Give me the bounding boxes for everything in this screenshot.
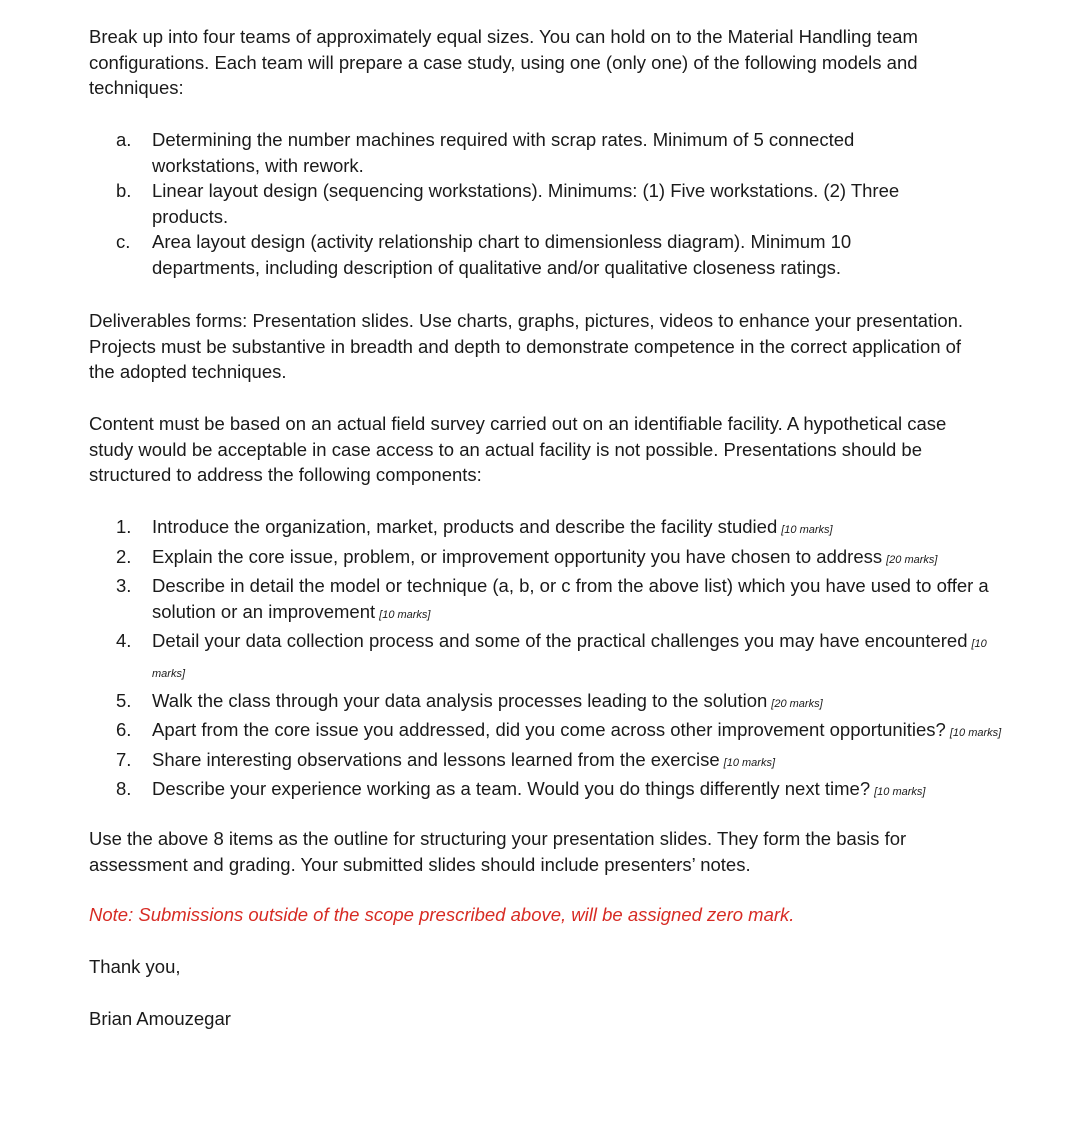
warning-note: Note: Submissions outside of the scope prescribed above, will be assigned zero mark.: [89, 904, 795, 925]
list-marker: c.: [116, 231, 131, 253]
component-text: Introduce the organization, market, products and describe the facility studied: [152, 516, 778, 537]
component-text: Apart from the core issue you addressed, did you come across other improvement opportunities?: [152, 719, 946, 741]
component-item: [0, 573, 1007, 628]
deliverables-paragraph: Deliverables forms: Presentation slides. Use charts, graphs, pictures, videos to enhance your presentation. Projects must be substantive in breadth and depth to demonstrate competence in the correct application of the adopted techniques.: [89, 310, 964, 383]
technique-text: Linear layout design (sequencing workstations). Minimums: (1) Five workstations. (2) Three products.: [152, 180, 900, 227]
technique-item: [0, 229, 912, 280]
outline-paragraph: Use the above 8 items as the outline for structuring your presentation slides. They form the basis for assessment and grading. Your submitted slides should include presenters’ notes.: [89, 828, 907, 875]
list-marker: 7.: [116, 748, 132, 770]
marks-label: [10 marks]: [949, 727, 1002, 740]
list-marker: 5.: [116, 689, 132, 711]
list-marker: 3.: [116, 575, 132, 597]
component-item: [0, 544, 1007, 574]
list-marker: b.: [116, 180, 132, 202]
component-item: [0, 717, 1007, 747]
technique-item: [0, 178, 912, 229]
intro-paragraph: Break up into four teams of approximately equal sizes. You can hold on to the Material Handling team configurations. Each team will prepare a case study, using one (only one) of the following models and techniques:: [89, 26, 918, 99]
technique-list: [0, 127, 1040, 281]
list-marker: 1.: [116, 516, 132, 537]
component-text: Explain the core issue, problem, or improvement opportunity you have chosen to address: [152, 545, 883, 567]
component-text: Describe your experience working as a team. Would you do things differently next time?: [152, 778, 871, 800]
component-text: Share interesting observations and lessons learned from the exercise: [152, 748, 720, 770]
technique-text: Determining the number machines required with scrap rates. Minimum of 5 connected workstations, with rework.: [152, 129, 855, 176]
content-requirements-paragraph: Content must be based on an actual field survey carried out on an identifiable facility. A hypothetical case study would be acceptable in case access to an actual facility is not possible. Presentations should be structured to address the following components:: [89, 413, 947, 486]
list-marker: 2.: [116, 545, 132, 567]
component-list: [0, 514, 1040, 806]
marks-label: [20 marks]: [886, 553, 938, 566]
closing-line: Thank you,: [89, 956, 181, 977]
component-item: [0, 688, 1007, 718]
component-text: Describe in detail the model or technique (a, b, or c from the above list) which you have used to offer a solution or an improvement: [152, 575, 989, 622]
component-item: [0, 776, 1007, 806]
marks-label: [10 marks]: [781, 524, 833, 536]
marks-label: [10 marks]: [379, 608, 431, 621]
list-marker: 8.: [116, 778, 132, 800]
marks-label: [20 marks]: [771, 697, 823, 710]
signature-name: Brian Amouzegar: [89, 1008, 231, 1029]
marks-label: [10 marks]: [723, 756, 776, 769]
list-marker: 6.: [116, 719, 132, 741]
technique-text: Area layout design (activity relationship chart to dimensionless diagram). Minimum 10 departments, including description of qualitative and/or qualitative closeness ratings.: [152, 231, 852, 278]
list-marker: 4.: [116, 630, 132, 652]
marks-label: [10 marks]: [874, 786, 926, 799]
marks-label: [10 marks]: [152, 638, 987, 680]
list-marker: a.: [116, 129, 132, 150]
component-item: [0, 747, 1007, 777]
component-item: [0, 628, 1007, 687]
technique-item: [0, 127, 912, 178]
component-text: Detail your data collection process and some of the practical challenges you may have encountered: [152, 630, 968, 652]
component-item: [0, 514, 1007, 544]
component-text: Walk the class through your data analysis processes leading to the solution: [152, 689, 768, 711]
